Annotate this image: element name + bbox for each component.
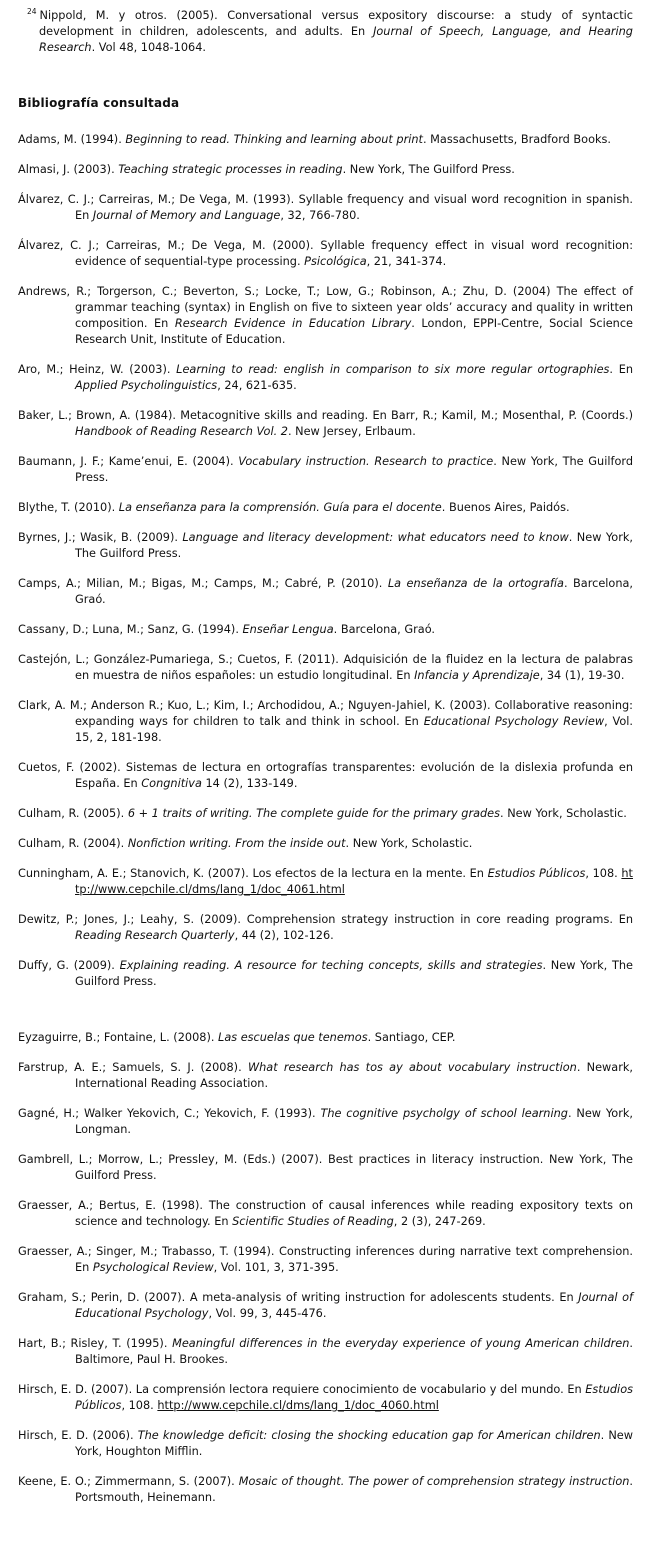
bibliography-entry [18, 806, 633, 822]
plain-text: Álvarez, C. J.; Carreiras, M.; De Vega, M. (2000). Syllable frequency effect in visual word recognition: evidence of sequential-type processing. [18, 239, 633, 268]
plain-text: , 34 (1), 19-30. [539, 669, 625, 682]
plain-text: . Vol 48, 1048-1064. [91, 41, 206, 54]
plain-text: Graesser, A.; Singer, M.; Trabasso, T. (1994). Constructing inferences during narrative text comprehension. En [18, 1245, 633, 1274]
plain-text: . Barcelona, Graó. [75, 577, 634, 606]
plain-text: . New York, Longman. [75, 1107, 633, 1136]
italic-title-text: Beginning to read. Thinking and learning about print [125, 133, 423, 146]
plain-text: Castejón, L.; González-Pumariega, S.; Cuetos, F. (2011). Adquisición de la fluidez en la lectura de palabras en muestra de niños españoles: un estudio longitudinal. En [18, 653, 633, 682]
plain-text: . New York, Houghton Mifflin. [75, 1429, 633, 1458]
footnote-text [39, 9, 633, 54]
italic-title-text: What research has tos ay about vocabulary instruction [247, 1061, 577, 1074]
italic-title-text: Psicológica [304, 255, 367, 268]
bibliography-entry [18, 530, 633, 562]
plain-text: Eyzaguirre, B.; Fontaine, L. (2008). [18, 1031, 219, 1044]
bibliography-entry [18, 912, 633, 944]
plain-text: . New Jersey, Erlbaum. [287, 425, 416, 438]
plain-text: . New York, Scholastic. [500, 807, 627, 820]
reference-link[interactable]: http://www.cepchile.cl/dms/lang_1/doc_4060.html [157, 1399, 439, 1412]
plain-text: , 24, 621-635. [217, 379, 297, 392]
bibliography-entry [18, 1106, 633, 1138]
reference-link[interactable]: http://www.cepchile.cl/dms/lang_1/doc_4061.html [75, 867, 633, 896]
plain-text: . En [609, 363, 634, 376]
italic-title-text: The cognitive psycholgy of school learning [320, 1107, 568, 1120]
italic-title-text: Language and literacy development: what educators need to know [182, 531, 569, 544]
italic-title-text: The knowledge deficit: closing the shocking education gap for American children [137, 1429, 601, 1442]
plain-text: . Buenos Aires, Paidós. [441, 501, 570, 514]
plain-text: . Newark, International Reading Association. [75, 1061, 633, 1090]
footnote [18, 8, 633, 56]
plain-text: , 108. [121, 1399, 158, 1412]
bibliography-entry [18, 1244, 633, 1276]
plain-text: Cuetos, F. (2002). Sistemas de lectura en ortografías transparentes: evolución de la dislexia profunda en España. En [18, 761, 633, 790]
plain-text: Cunningham, A. E.; Stanovich, K. (2007). Los efectos de la lectura en la mente. En [18, 867, 488, 880]
plain-text: Culham, R. (2004). [18, 837, 128, 850]
plain-text: . New York, The Guilford Press. [75, 531, 633, 560]
bibliography-entry [18, 1060, 633, 1092]
plain-text: Adams, M. (1994). [18, 133, 126, 146]
plain-text: , Vol. 101, 3, 371-395. [213, 1261, 339, 1274]
italic-title-text: Scientific Studies of Reading [232, 1215, 394, 1228]
italic-title-text: Las escuelas que tenemos [218, 1031, 368, 1044]
plain-text: Graesser, A.; Bertus, E. (1998). The construction of causal inferences while reading expository texts on science and technology. En [18, 1199, 633, 1228]
plain-text: Álvarez, C. J.; Carreiras, M.; De Vega, M. (1993). Syllable frequency and visual word recognition in spanish. En [18, 193, 633, 222]
bibliography-entry [18, 622, 633, 638]
italic-title-text: Mosaic of thought. The power of comprehension strategy instruction [238, 1475, 630, 1488]
bibliography-entry [18, 362, 633, 394]
plain-text: , 108. [585, 867, 622, 880]
plain-text: Gagné, H.; Walker Yekovich, C.; Yekovich, F. (1993). [18, 1107, 321, 1120]
plain-text: Blythe, T. (2010). [18, 501, 119, 514]
italic-title-text: Journal of Educational Psychology [75, 1291, 634, 1320]
plain-text: Culham, R. (2005). [18, 807, 128, 820]
plain-text: Baumann, J. F.; Kame’enui, E. (2004). [18, 455, 239, 468]
bibliography-entry [18, 132, 633, 148]
plain-text: Baker, L.; Brown, A. (1984). Metacognitive skills and reading. En Barr, R.; Kamil, M.; Mosenthal, P. (Coords.) [18, 409, 633, 422]
bibliography-entry [18, 1030, 633, 1046]
bibliography-entry [18, 1382, 633, 1414]
plain-text: Hart, B.; Risley, T. (1995). [18, 1337, 173, 1350]
italic-title-text: Meaningful differences in the everyday experience of young American children [172, 1337, 630, 1350]
plain-text: . New York, The Guilford Press. [342, 163, 515, 176]
italic-title-text: Handbook of Reading Research Vol. 2 [75, 425, 288, 438]
plain-text: . Massachusetts, Bradford Books. [422, 133, 611, 146]
plain-text: , Vol. 15, 2, 181-198. [75, 715, 634, 744]
italic-title-text: Applied Psycholinguistics [75, 379, 218, 392]
italic-title-text: 6 + 1 traits of writing. The complete guide for the primary grades [127, 807, 501, 820]
bibliography-entry [18, 408, 633, 440]
footnote-marker: 24 [27, 7, 37, 17]
bibliography-list [18, 132, 633, 1506]
plain-text: . Barcelona, Graó. [333, 623, 435, 636]
italic-title-text: Research Evidence in Education Library [174, 317, 412, 330]
italic-title-text: Vocabulary instruction. Research to practice [238, 455, 494, 468]
bibliography-entry [18, 162, 633, 178]
plain-text: . Santiago, CEP. [367, 1031, 456, 1044]
bibliography-entry [18, 238, 633, 270]
plain-text: Dewitz, P.; Jones, J.; Leahy, S. (2009). Comprehension strategy instruction in core reading programs. En [18, 913, 633, 926]
italic-title-text: Estudios Públicos [487, 867, 586, 880]
bibliography-entry [18, 836, 633, 852]
plain-text: . London, EPPI-Centre, Social Science Research Unit, Institute of Education. [75, 317, 633, 346]
plain-text: Cassany, D.; Luna, M.; Sanz, G. (1994). [18, 623, 243, 636]
section-heading: Bibliografía consultada [18, 96, 180, 110]
italic-title-text: Estudios Públicos [75, 1383, 633, 1412]
plain-text: , 32, 766-780. [280, 209, 360, 222]
plain-text: . New York, The Guilford Press. [75, 959, 633, 988]
italic-title-text: Infancia y Aprendizaje [414, 669, 540, 682]
plain-text: 14 (2), 133-149. [201, 777, 298, 790]
italic-title-text: Reading Research Quarterly [75, 929, 235, 942]
plain-text: Hirsch, E. D. (2007). La comprensión lectora requiere conocimiento de vocabulario y del mundo. En [18, 1383, 586, 1396]
plain-text: Clark, A. M.; Anderson R.; Kuo, L.; Kim, I.; Archodidou, A.; Nguyen-Jahiel, K. (2003). Collaborative reasoning: expanding ways for children to talk and think in school. En [18, 699, 633, 728]
italic-title-text: Learning to read: english in comparison to six more regular ortographies [176, 363, 610, 376]
italic-title-text: Enseñar Lengua [242, 623, 334, 636]
plain-text: , 44 (2), 102-126. [234, 929, 334, 942]
plain-text: Gambrell, L.; Morrow, L.; Pressley, M. (Eds.) (2007). Best practices in literacy instruction. New York, The Guilford Press. [18, 1153, 633, 1182]
bibliography-entry [18, 958, 633, 990]
italic-title-text: Congnitiva [141, 777, 202, 790]
italic-title-text: La enseñanza de la ortografía [387, 577, 564, 590]
italic-title-text: Teaching strategic processes in reading [118, 163, 343, 176]
bibliography-entry [18, 1290, 633, 1322]
plain-text: Almasi, J. (2003). [18, 163, 119, 176]
bibliography-entry [18, 1428, 633, 1460]
plain-text: Graham, S.; Perin, D. (2007). A meta-analysis of writing instruction for adolescents students. En [18, 1291, 579, 1304]
plain-text: . New York, The Guilford Press. [75, 455, 633, 484]
plain-text: Keene, E. O.; Zimmermann, S. (2007). [18, 1475, 239, 1488]
plain-text: , 21, 341-374. [366, 255, 447, 268]
bibliography-entry [18, 1152, 633, 1184]
italic-title-text: Educational Psychology Review [423, 715, 605, 728]
plain-text: Aro, M.; Heinz, W. (2003). [18, 363, 177, 376]
bibliography-entry [18, 698, 633, 746]
bibliography-entry [18, 1336, 633, 1368]
plain-text: Duffy, G. (2009). [18, 959, 120, 972]
bibliography-entry [18, 284, 633, 348]
plain-text: Andrews, R.; Torgerson, C.; Beverton, S.; Locke, T.; Low, G.; Robinson, A.; Zhu, D. (2004) The effect of grammar teaching (syntax) in English on five to sixteen year olds’ accuracy and quality in written composition. En [18, 285, 633, 330]
bibliography-entry [18, 454, 633, 486]
italic-title-text: La enseñanza para la comprensión. Guía para el docente [118, 501, 442, 514]
plain-text: , 2 (3), 247-269. [393, 1215, 486, 1228]
italic-title-text: Journal of Speech, Language, and Hearing Research [39, 25, 633, 54]
plain-text: Farstrup, A. E.; Samuels, S. J. (2008). [18, 1061, 248, 1074]
bibliography-entry [18, 652, 633, 684]
plain-text: . New York, Scholastic. [345, 837, 473, 850]
plain-text: , Vol. 99, 3, 445-476. [208, 1307, 327, 1320]
italic-title-text: Psychological Review [92, 1261, 214, 1274]
plain-text: Camps, A.; Milian, M.; Bigas, M.; Camps, M.; Cabré, P. (2010). [18, 577, 388, 590]
italic-title-text: Explaining reading. A resource for teching concepts, skills and strategies [119, 959, 543, 972]
plain-text: . Portsmouth, Heinemann. [75, 1475, 634, 1504]
italic-title-text: Nonfiction writing. From the inside out [127, 837, 346, 850]
bibliography-entry [18, 192, 633, 224]
plain-text: Hirsch, E. D. (2006). [18, 1429, 138, 1442]
bibliography-entry [18, 576, 633, 608]
plain-text: Byrnes, J.; Wasik, B. (2009). [18, 531, 183, 544]
bibliography-entry [18, 760, 633, 792]
bibliography-entry [18, 1198, 633, 1230]
plain-text: Nippold, M. y otros. (2005). Conversational versus expository discourse: a study of syntactic development in children, adolescents, and adults. En [39, 9, 633, 38]
italic-title-text: Journal of Memory and Language [92, 209, 281, 222]
bibliography-entry [18, 866, 633, 898]
bibliography-entry [18, 500, 633, 516]
plain-text: . Baltimore, Paul H. Brookes. [75, 1337, 633, 1366]
